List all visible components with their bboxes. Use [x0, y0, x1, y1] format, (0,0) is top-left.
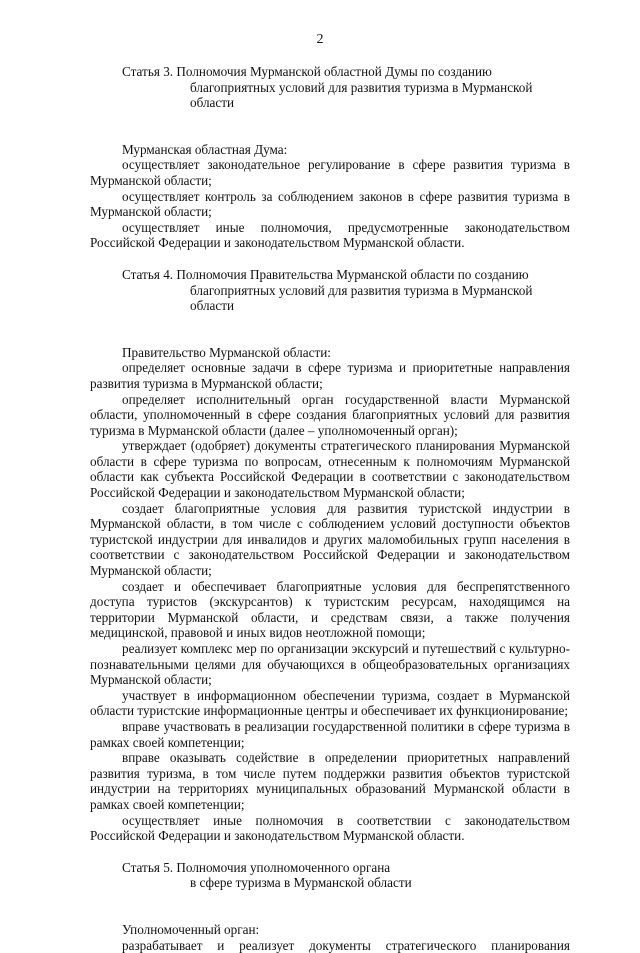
article-4-intro: Правительство Мурманской области:	[90, 345, 570, 361]
article-3-intro: Мурманская областная Дума:	[90, 142, 570, 158]
document-body	[90, 64, 570, 953]
article-4-heading	[90, 267, 570, 314]
article-5-heading-line-1: Статья 5. Полномочия уполномоченного органа	[90, 860, 570, 876]
article-5-heading-line-2: в сфере туризма в Мурманской области	[90, 875, 570, 891]
article-3-item: осуществляет контроль за соблюдением законов в сфере развития туризма в Мурманской области;	[90, 189, 570, 220]
article-5-heading	[90, 860, 570, 891]
article-4-item: вправе участвовать в реализации государственной политики в сфере туризма в рамках своей компетенции;	[90, 719, 570, 750]
article-3-heading	[90, 64, 570, 111]
article-3-item: осуществляет иные полномочия, предусмотренные законодательством Российской Федерации и законодательством Мурманской области.	[90, 220, 570, 251]
article-5-item: разрабатывает и реализует документы стратегического планирования	[90, 938, 570, 953]
article-4-item: осуществляет иные полномочия в соответствии с законодательством Российской Федерации и законодательством Мурманской области.	[90, 813, 570, 844]
article-4-item: определяет основные задачи в сфере туризма и приоритетные направления развития туризма в Мурманской области;	[90, 360, 570, 391]
article-4-item: создает и обеспечивает благоприятные условия для беспрепятственного доступа туристов (экскурсантов) к туристским ресурсам, находящимся на территории Мурманской области, и средствам связи, а также получения медицинской, правовой и иных видов неотложной помощи;	[90, 579, 570, 641]
article-4-item: участвует в информационном обеспечении туризма, создает в Мурманской области туристские информационные центры и обеспечивает их функционирование;	[90, 688, 570, 719]
article-4-heading-line-2: благоприятных условий для развития туризма в Мурманской области	[90, 283, 570, 314]
article-3-item: осуществляет законодательное регулирование в сфере развития туризма в Мурманской области;	[90, 157, 570, 188]
article-4-item: реализует комплекс мер по организации экскурсий и путешествий с культурно-познавательными целями для обучающихся в общеобразовательных организациях Мурманской области;	[90, 641, 570, 688]
page-number: 2	[0, 32, 640, 48]
article-4-heading-line-1: Статья 4. Полномочия Правительства Мурманской области по созданию	[90, 267, 570, 283]
article-3-heading-line-1: Статья 3. Полномочия Мурманской областной Думы по созданию	[90, 64, 570, 80]
article-4-item: вправе оказывать содействие в определении приоритетных направлений развития туризма, в том числе путем поддержки развития объектов туристской индустрии на территориях муниципальных образований Мурманской области в рамках своей компетенции;	[90, 750, 570, 812]
article-4-item: утверждает (одобряет) документы стратегического планирования Мурманской области в сфере туризма по вопросам, отнесенным к полномочиям Мурманской области как субъекта Российской Федерации в соответствии с законодательством Российской Федерации и законодательством Мурманской области;	[90, 438, 570, 500]
article-5-intro: Уполномоченный орган:	[90, 922, 570, 938]
article-4-item: создает благоприятные условия для развития туристской индустрии в Мурманской области, в том числе с соблюдением условий доступности объектов туристской индустрии для инвалидов и других маломобильных групп населения в соответствии с законодательством Российской Федерации и законодательством Мурманской области;	[90, 501, 570, 579]
article-3-heading-line-2: благоприятных условий для развития туризма в Мурманской области	[90, 80, 570, 111]
article-4-item: определяет исполнительный орган государственной власти Мурманской области, уполномоченный в сфере создания благоприятных условий для развития туризма в Мурманской области (далее – уполномоченный орган);	[90, 392, 570, 439]
